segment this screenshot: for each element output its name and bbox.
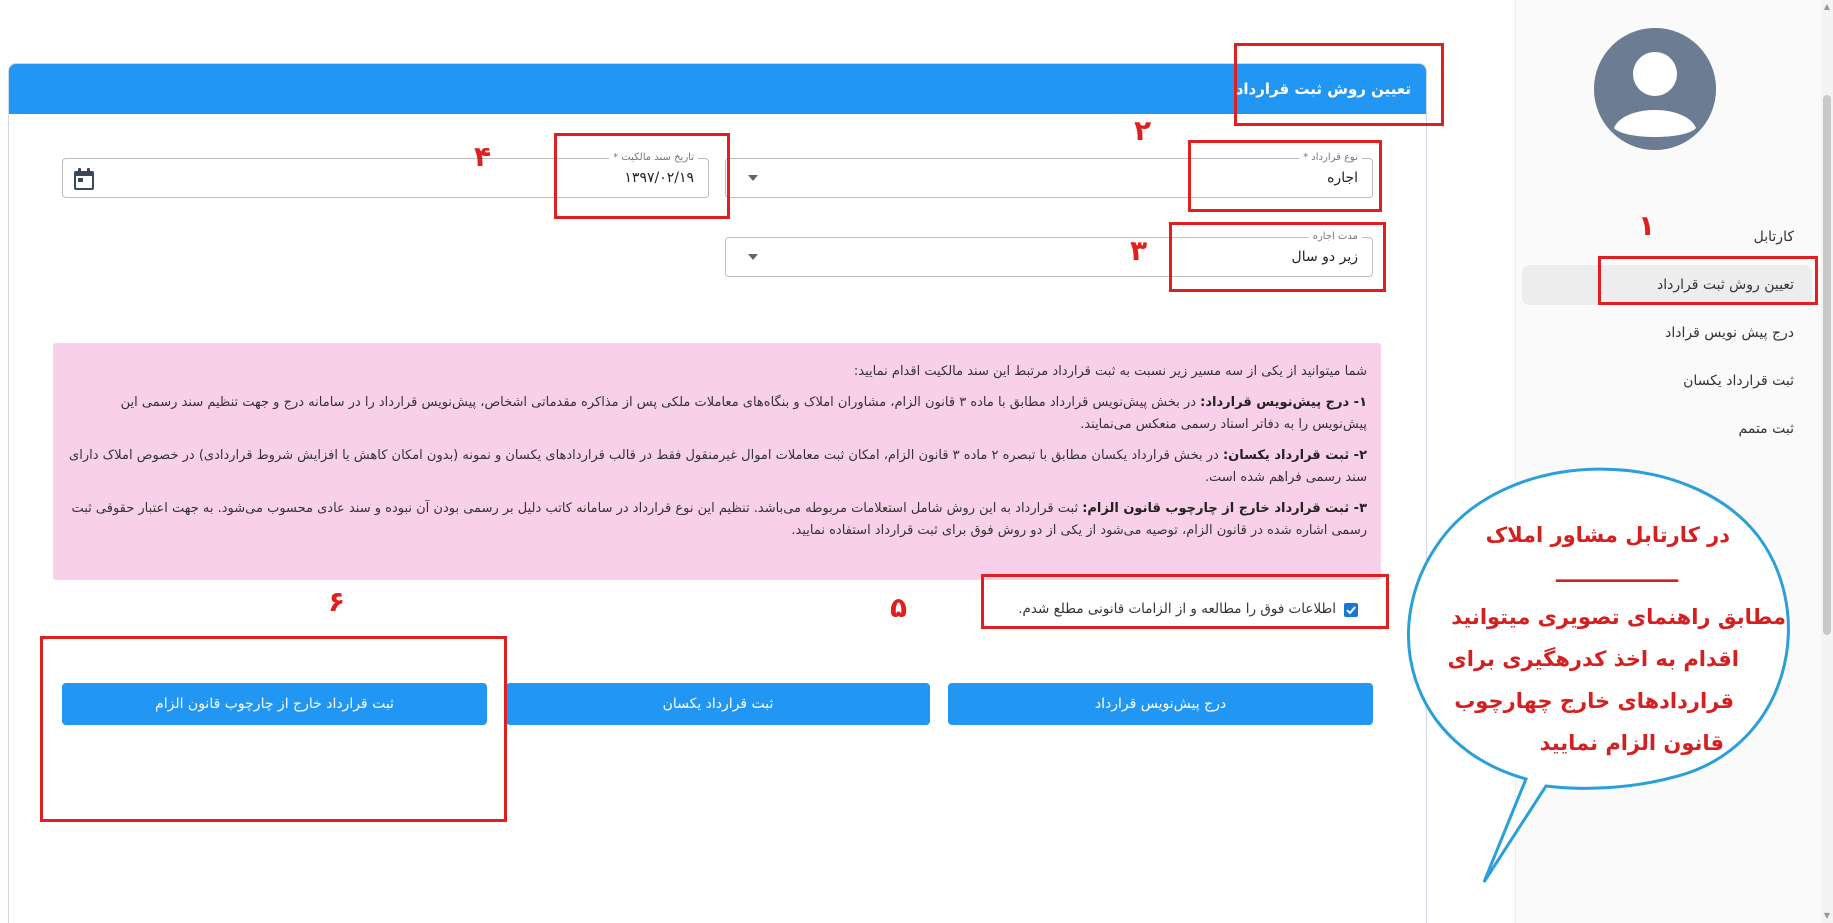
annotation-box-outside-button (40, 636, 507, 822)
annotation-box-deed-date (554, 133, 730, 219)
annotation-number: ۳ (1130, 234, 1148, 267)
sidebar-item-label: کارتابل (1753, 229, 1794, 245)
bubble-line: مطابق راهنمای تصویری میتوانید (1451, 605, 1786, 629)
user-avatar-icon[interactable] (1594, 28, 1716, 150)
info-item-title: ۳- ثبت قرارداد خارج از چارچوب قانون الزام: (1082, 501, 1367, 516)
bubble-line: قراردادهای خارج چهارچوب (1454, 689, 1734, 713)
info-intro: شما میتوانید از یکی از سه مسیر زیر نسبت به ثبت قرارداد مرتبط این سند مالکیت اقدام نمایید: (853, 364, 1367, 379)
contract-type-label: نوع قرارداد * (1299, 151, 1362, 165)
annotation-number: ۵ (890, 591, 908, 624)
sidebar-item-amendment[interactable] (1522, 409, 1812, 449)
deed-date-value: ۱۳۹۷/۰۲/۱۹ (624, 170, 694, 186)
deed-date-label: تاریخ سند مالکیت * (609, 151, 698, 165)
annotation-box-checkbox (981, 574, 1389, 629)
annotation-box-title (1234, 43, 1444, 126)
lease-term-label: مدت اجاره (1309, 230, 1362, 244)
guide-speech-bubble (1388, 446, 1804, 892)
info-item-title: ۲- ثبت قرارداد یکسان: (1222, 448, 1367, 463)
lease-term-value: زیر دو سال (1291, 249, 1358, 265)
annotation-box-lease-term (1169, 222, 1386, 292)
sidebar-item-label: درج پیش نویس قراداد (1665, 325, 1794, 341)
annotation-number: ۲ (1134, 114, 1152, 147)
info-item-body: در بخش قرارداد یکسان مطابق با تبصره ۲ ماده ۳ قانون الزام، امکان ثبت معاملات اموال غیرمنقول فقط در قالب قراردادهای یکسان و نمونه (بدون امکان کاهش یا افزایش شروط قراردادی) در خصوص املاک دارای سند رسمی فراهم شده است. (69, 448, 1367, 485)
bubble-divider: ـــــــــــــــــ (1555, 563, 1678, 587)
annotation-box-sidebar (1598, 256, 1818, 305)
sidebar-item-label: ثبت متمم (1738, 421, 1794, 437)
sidebar-item-draft-contract[interactable] (1522, 313, 1812, 353)
chevron-down-icon[interactable] (748, 175, 758, 181)
scrollbar-thumb[interactable] (1823, 95, 1831, 635)
chevron-down-icon[interactable] (748, 254, 758, 260)
sidebar-item-cartable[interactable] (1522, 217, 1812, 257)
info-item-body: در بخش پیش‌نویس قرارداد مطابق با ماده ۳ قانون الزام، مشاوران املاک و بنگاه‌های معاملات ملکی پس از مذاکره مقدماتی اشخاص، پیش‌نویس قرارداد را در سامانه درج و جهت تنظیم سند رسمی این پیش‌نویس را به دفاتر اسناد رسمی منعکس می‌نمایند. (120, 395, 1367, 432)
bubble-line: قانون الزام نمایید (1539, 731, 1724, 755)
agree-label: اطلاعات فوق را مطالعه و از الزامات قانونی مطلع شدم. (1018, 601, 1336, 617)
contract-type-value: اجاره (1327, 170, 1358, 186)
annotation-number: ۴ (474, 140, 492, 173)
info-item-outside (65, 498, 1367, 542)
annotation-number: ۶ (328, 585, 346, 618)
info-item-title: ۱- درج پیش‌نویس قرارداد: (1200, 395, 1367, 410)
info-item-uniform (65, 445, 1367, 489)
annotation-box-contract-type (1188, 140, 1382, 212)
sidebar-item-label: تعیین روش ثبت قرارداد (1656, 277, 1794, 293)
outside-framework-button[interactable]: ثبت قرارداد خارج از چارچوب قانون الزام (62, 683, 487, 725)
scroll-up-icon[interactable]: ▲ (1823, 2, 1831, 11)
bubble-line: اقدام به اخذ کدرهگیری برای (1447, 647, 1739, 671)
sidebar-item-uniform-contract[interactable] (1522, 361, 1812, 401)
draft-contract-button[interactable]: درج پیش‌نویس قرارداد (948, 683, 1373, 725)
uniform-contract-button[interactable]: ثبت قرارداد یکسان (506, 683, 930, 725)
card-title: تعیین روش ثبت قرارداد (9, 64, 1426, 114)
calendar-icon[interactable] (73, 167, 95, 191)
bubble-heading: در کارتابل مشاور املاک (1485, 523, 1730, 547)
scrollbar[interactable] (1821, 0, 1833, 923)
info-item-body: ثبت قرارداد به این روش شامل استعلامات مربوطه می‌باشد. تنظیم این نوع قرارداد در سامانه کاتب دلیل بر رسمی بودن آن نبوده و سند عادی محسوب می‌شود. به جهت اعتبار حقوقی ثبت رسمی اشاره شده در قانون الزام، توصیه می‌شود از یکی از دو روش فوق برای ثبت قرارداد استفاده نمایید. (71, 501, 1367, 538)
scroll-down-icon[interactable]: ▼ (1823, 911, 1831, 920)
annotation-number: ۱ (1638, 209, 1656, 242)
info-item-draft (65, 392, 1367, 436)
info-box (53, 343, 1381, 580)
sidebar-item-label: ثبت قرارداد یکسان (1683, 373, 1794, 389)
